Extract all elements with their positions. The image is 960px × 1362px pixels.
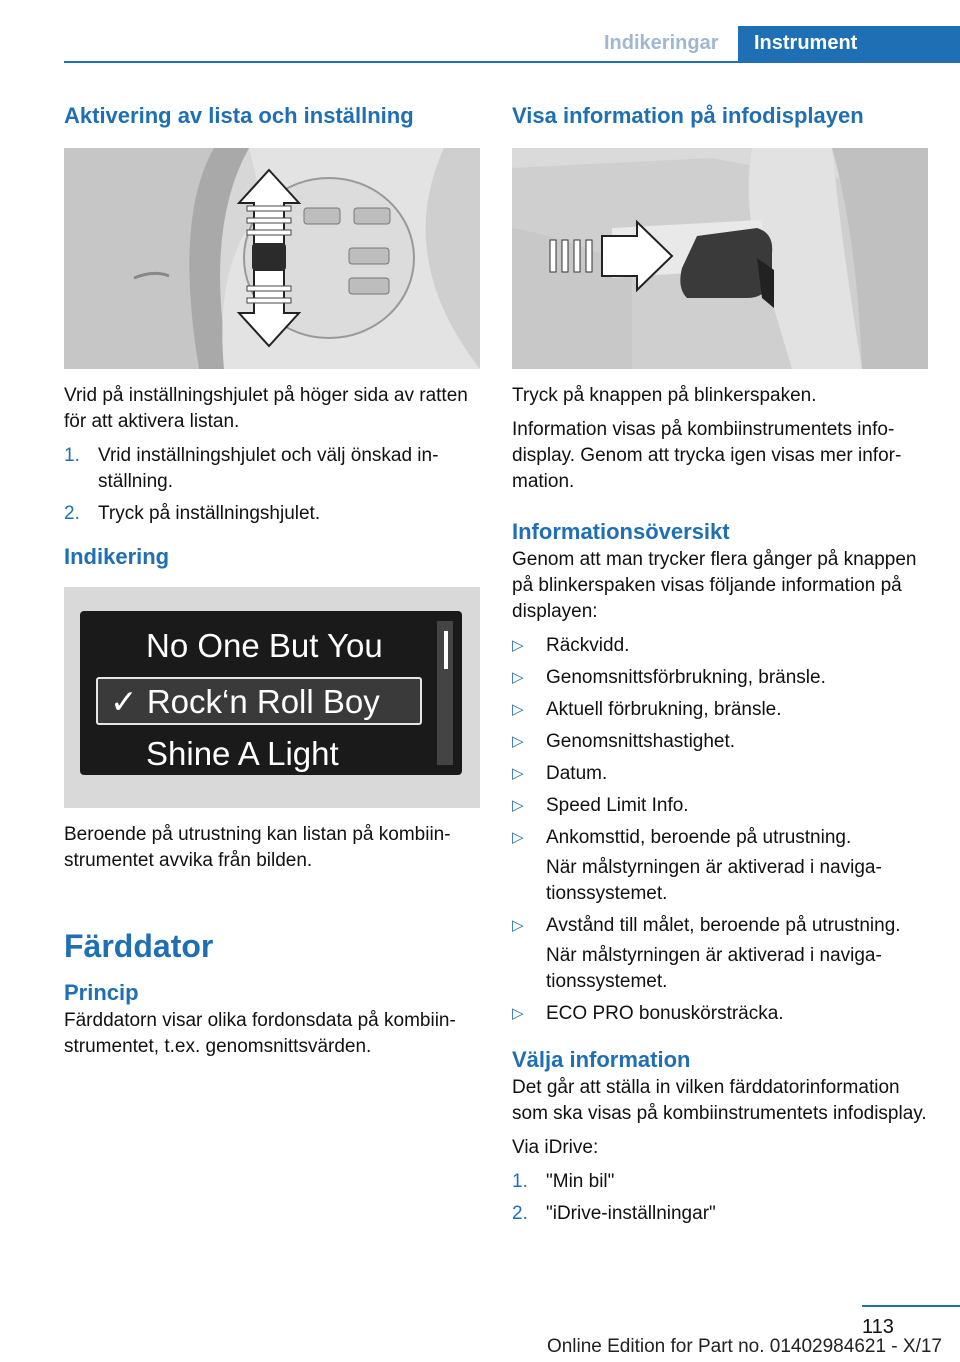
list-item: [512, 633, 928, 659]
bullet-text: ECO PRO bonuskörsträcka.: [546, 1003, 784, 1024]
paragraph-overview: Genom att man trycker flera gånger på knappen på blinkerspaken visas följande information på displayen:: [512, 549, 917, 622]
bullet-text: Genomsnittsförbrukning, bränsle.: [546, 667, 826, 688]
paragraph-rotate: Vrid på inställningshjulet på höger sida av ratten för att aktivera listan.: [64, 385, 468, 432]
heading-princip: Princip: [64, 980, 139, 1005]
list-item: [512, 729, 928, 755]
bullet-text: Datum.: [546, 763, 608, 784]
turn-signal-lever-figure: [512, 148, 928, 369]
heading-select-info: Välja information: [512, 1047, 691, 1072]
bullet-text: Aktuell förbrukning, bränsle.: [546, 699, 782, 720]
list-item: [512, 1001, 928, 1027]
triangle-bullet-icon: ▷: [512, 637, 524, 654]
triangle-bullet-icon: ▷: [512, 669, 524, 686]
list-item: [512, 761, 928, 787]
step-text: Vrid inställningshjulet och välj önskad inställning.: [98, 445, 439, 492]
triangle-bullet-icon: ▷: [512, 765, 524, 782]
display-item-selected: ✓ Rock‘n Roll Boy: [110, 683, 380, 720]
list-item: [512, 1201, 928, 1227]
bullet-text: Speed Limit Info.: [546, 795, 689, 816]
left-column: [64, 100, 480, 1068]
paragraph-select-info: Det går att ställa in vilken färddatorinformation som ska visas på kombiinstrumentets infodisplay.: [512, 1077, 927, 1124]
list-item: [512, 697, 928, 723]
list-item: [512, 793, 928, 819]
list-item: [64, 501, 480, 527]
bullet-text: Ankomsttid, beroende på utrustning.: [546, 827, 852, 848]
header-chapter-tab: Instrument: [738, 26, 960, 61]
triangle-bullet-icon: ▷: [512, 733, 524, 750]
bullet-subtext: När målstyrningen är aktiverad i navigationssystemet.: [546, 857, 882, 904]
footer-edition: Online Edition for Part no. 01402984621 - X/17: [546, 1336, 942, 1357]
paragraph-via-idrive: Via iDrive:: [512, 1137, 599, 1158]
list-item: [512, 913, 928, 995]
paragraph-press-button: Tryck på knappen på blinkerspaken.: [512, 385, 817, 406]
step-text: Tryck på inställningshjulet.: [98, 503, 321, 524]
right-column: [512, 100, 928, 1237]
list-item: [512, 1169, 928, 1195]
steps-list-right: [512, 1169, 928, 1227]
triangle-bullet-icon: ▷: [512, 829, 524, 846]
step-number: 1.: [64, 445, 80, 466]
heading-overview: Informationsöversikt: [512, 519, 730, 544]
triangle-bullet-icon: ▷: [512, 1005, 524, 1022]
triangle-bullet-icon: ▷: [512, 917, 524, 934]
bullet-text: Räckvidd.: [546, 635, 630, 656]
page-number: 113: [862, 1316, 894, 1338]
heading-info-display: Visa information på infodisplayen: [512, 103, 864, 128]
display-screen: [80, 611, 462, 775]
bullet-subtext: När målstyrningen är aktiverad i navigationssystemet.: [546, 945, 882, 992]
steering-wheel-figure: [64, 148, 480, 369]
triangle-bullet-icon: ▷: [512, 701, 524, 718]
display-item: No One But You: [146, 627, 383, 664]
paragraph-princip: Färddatorn visar olika fordonsdata på kombiinstrumentet, t.ex. genomsnittsvärden.: [64, 1010, 456, 1057]
list-item: [64, 443, 480, 495]
heading-indikering: Indikering: [64, 544, 170, 569]
triangle-bullet-icon: ▷: [512, 797, 524, 814]
header-section-label: Indikeringar: [604, 32, 719, 54]
display-scrollbar-thumb: [444, 631, 448, 669]
step-number: 2.: [64, 503, 80, 524]
bullet-text: Genomsnittshastighet.: [546, 731, 736, 752]
list-display-figure: [64, 587, 480, 808]
step-number: 2.: [512, 1203, 528, 1224]
header-rule: [64, 61, 960, 63]
list-item: [512, 825, 928, 907]
heading-activate: Aktivering av lista och inställning: [64, 103, 414, 128]
step-text: "Min bil": [546, 1171, 615, 1192]
heading-trip-computer: Färddator: [64, 928, 214, 964]
paragraph-dependency: Beroende på utrustning kan listan på kombiinstrumentet avvika från bilden.: [64, 824, 451, 871]
display-item: Shine A Light: [146, 735, 339, 772]
footer-rule: [862, 1305, 960, 1307]
step-text: "iDrive-inställningar": [546, 1203, 716, 1224]
step-number: 1.: [512, 1171, 528, 1192]
steps-list-left: [64, 443, 480, 527]
bullet-text: Avstånd till målet, beroende på utrustning.: [546, 915, 901, 936]
list-item: [512, 665, 928, 691]
info-bullet-list: [512, 633, 928, 1027]
paragraph-info-shown: Information visas på kombiinstrumentets infodisplay. Genom att trycka igen visas mer information.: [512, 419, 902, 492]
